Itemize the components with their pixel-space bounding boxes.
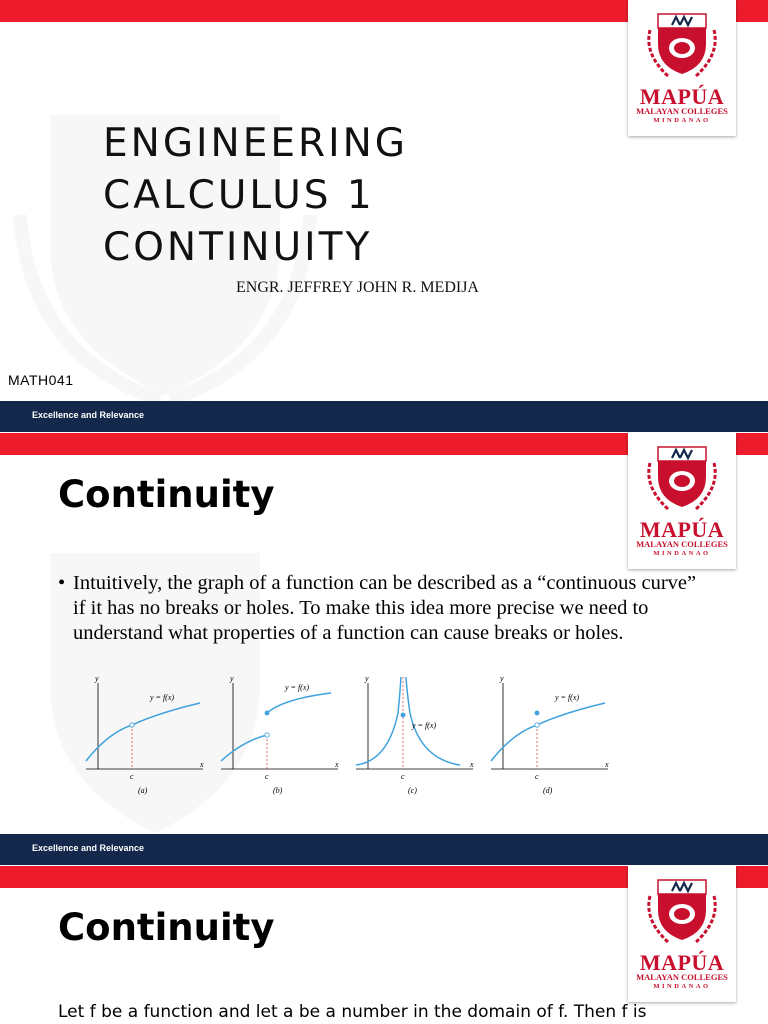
curve-left — [221, 735, 267, 761]
function-label: y = f(x) — [412, 721, 437, 730]
slide-continuity-definition — [0, 866, 768, 1024]
graph-caption: (d) — [543, 786, 553, 795]
logo-name: MAPÚA — [639, 950, 725, 975]
y-label: y — [95, 674, 99, 683]
curve-left — [356, 677, 401, 765]
logo-subtitle: MALAYAN COLLEGES — [636, 972, 728, 982]
mapua-logo — [628, 0, 736, 136]
footer-bar — [0, 401, 768, 432]
slide-title — [0, 0, 768, 433]
graph-caption: (b) — [273, 786, 283, 795]
closed-point — [535, 711, 540, 716]
title-line-2: CALCULUS 1 — [103, 173, 375, 218]
logo-location: MINDANAO — [653, 550, 711, 557]
c-label: c — [535, 772, 539, 781]
slide-heading: Continuity — [58, 906, 275, 949]
graph-c — [356, 674, 474, 795]
curve — [491, 703, 605, 761]
graph-d — [491, 674, 609, 795]
function-label: y = f(x) — [555, 693, 580, 702]
definition-text: Let f be a function and let a be a number in the domain of f. Then f is — [58, 1002, 647, 1022]
slide-continuity-intro — [0, 433, 768, 866]
graph-b — [221, 674, 339, 795]
graph-caption: (a) — [138, 786, 148, 795]
continuity-graphs — [78, 673, 618, 803]
bullet-dot-icon: • — [58, 572, 66, 594]
x-label: x — [605, 760, 609, 769]
mapua-crest-icon — [628, 866, 736, 952]
c-label: c — [130, 772, 134, 781]
logo-subtitle: MALAYAN COLLEGES — [636, 539, 728, 549]
y-label: y — [230, 674, 234, 683]
open-point — [535, 723, 539, 727]
title-line-3: CONTINUITY — [103, 225, 373, 270]
x-label: x — [200, 760, 204, 769]
slide-title-text — [103, 118, 408, 274]
open-point — [130, 723, 134, 727]
footer-motto: Excellence and Relevance — [32, 410, 145, 420]
logo-name: MAPÚA — [639, 84, 725, 109]
logo-location: MINDANAO — [653, 983, 711, 990]
course-code: MATH041 — [8, 372, 74, 388]
bullet-point — [58, 571, 698, 646]
graph-caption: (c) — [408, 786, 417, 795]
footer-motto: Excellence and Relevance — [32, 843, 145, 853]
closed-point — [401, 713, 406, 718]
mapua-logo — [628, 866, 736, 1002]
bullet-text: Intuitively, the graph of a function can be described as a “continuous curve” if it has no breaks or holes. To make this idea more precise we need to understand what properties of a function can cause breaks or holes. — [73, 572, 697, 644]
logo-location: MINDANAO — [653, 117, 711, 124]
mapua-crest-icon — [628, 433, 736, 519]
slide-heading: Continuity — [58, 473, 275, 516]
c-label: c — [265, 772, 269, 781]
function-label: y = f(x) — [285, 683, 310, 692]
graph-a — [86, 674, 204, 795]
c-label: c — [401, 772, 405, 781]
author-name: ENGR. JEFFREY JOHN R. MEDIJA — [236, 279, 479, 296]
function-label: y = f(x) — [150, 693, 175, 702]
logo-subtitle: MALAYAN COLLEGES — [636, 106, 728, 116]
x-label: x — [470, 760, 474, 769]
logo-name: MAPÚA — [639, 517, 725, 542]
open-point — [265, 733, 269, 737]
curve — [86, 703, 200, 761]
y-label: y — [365, 674, 369, 683]
closed-point — [265, 711, 270, 716]
mapua-logo — [628, 433, 736, 569]
x-label: x — [335, 760, 339, 769]
mapua-crest-icon — [628, 0, 736, 86]
footer-bar — [0, 834, 768, 865]
title-line-1: ENGINEERING — [103, 121, 408, 166]
y-label: y — [500, 674, 504, 683]
curve-right — [267, 693, 331, 713]
